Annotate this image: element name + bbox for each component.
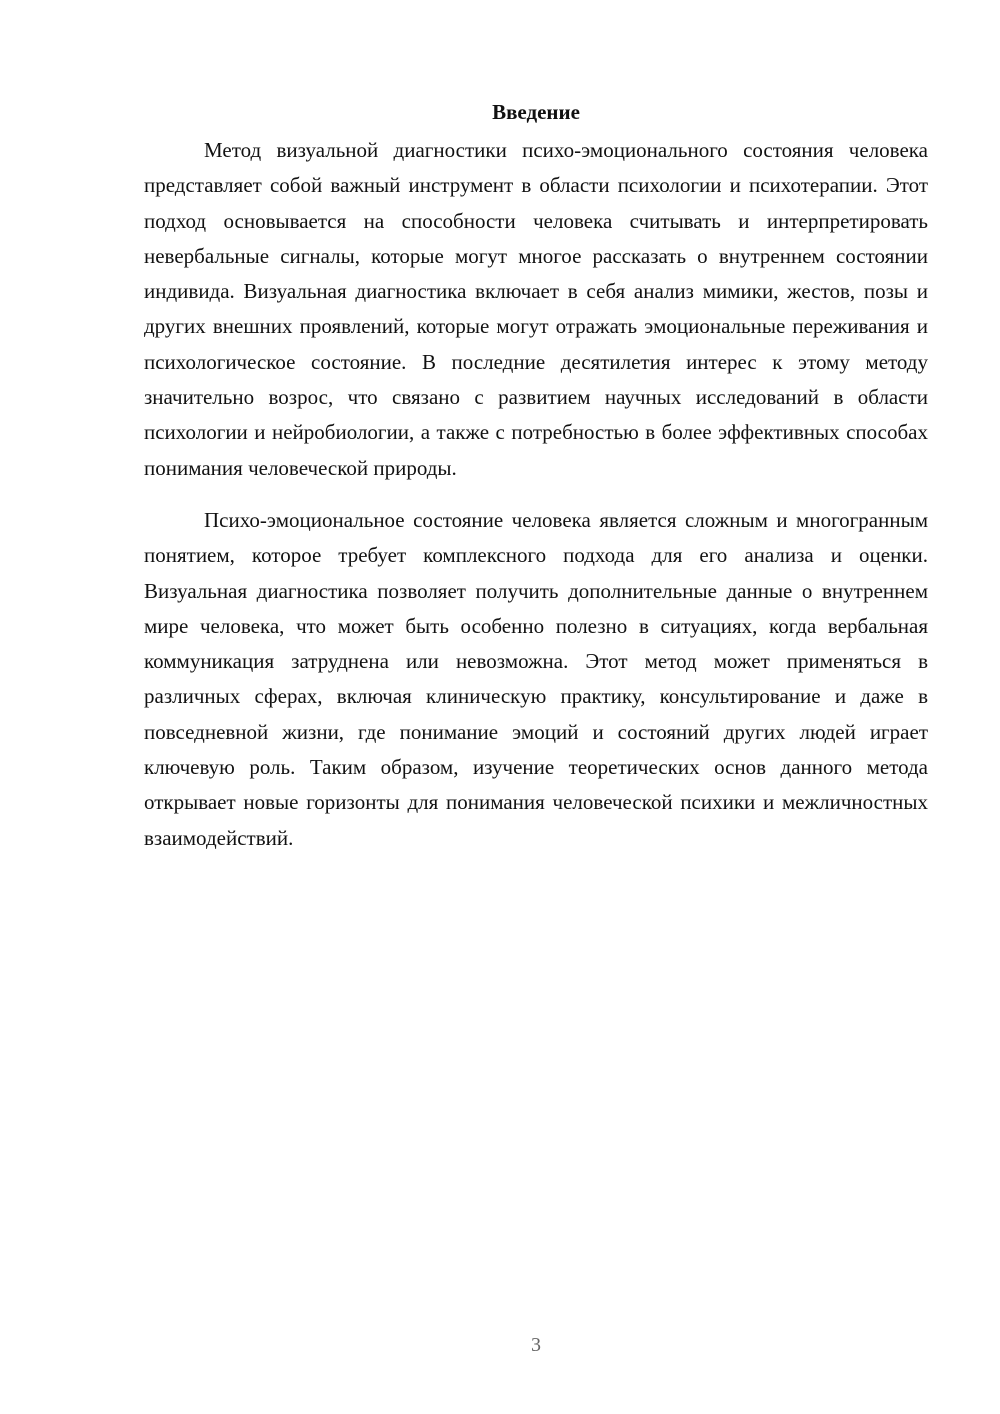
- section-heading: Введение: [492, 100, 580, 124]
- paragraph-1: Метод визуальной диагностики психо-эмоционального состояния человека представляет собой важный инструмент в области психологии и психотерапии. Этот подход основывается на способности человека считывать и интерпретировать невербальные сигналы, которые могут многое рассказать о внутреннем состоянии индивида. Визуальная диагностика включает в себя анализ мимики, жестов, позы и других внешних проявлений, которые могут отражать эмоциональные переживания и психологическое состояние. В последние десятилетия интерес к этому методу значительно возрос, что связано с развитием научных исследований в области психологии и нейробиологии, а также с потребностью в более эффективных способах понимания человеческой природы.: [144, 138, 928, 480]
- page-content: [144, 96, 928, 856]
- page-number: 3: [531, 1334, 541, 1356]
- paragraph-2: Психо-эмоциональное состояние человека является сложным и многогранным понятием, которое требует комплексного подхода для его анализа и оценки. Визуальная диагностика позволяет получить дополнительные данные о внутреннем мире человека, что может быть особенно полезно в ситуациях, когда вербальная коммуникация затруднена или невозможна. Этот метод может применяться в различных сферах, включая клиническую практику, консультирование и даже в повседневной жизни, где понимание эмоций и состояний других людей играет ключевую роль. Таким образом, изучение теоретических основ данного метода открывает новые горизонты для понимания человеческой психики и межличностных взаимодействий.: [144, 507, 928, 850]
